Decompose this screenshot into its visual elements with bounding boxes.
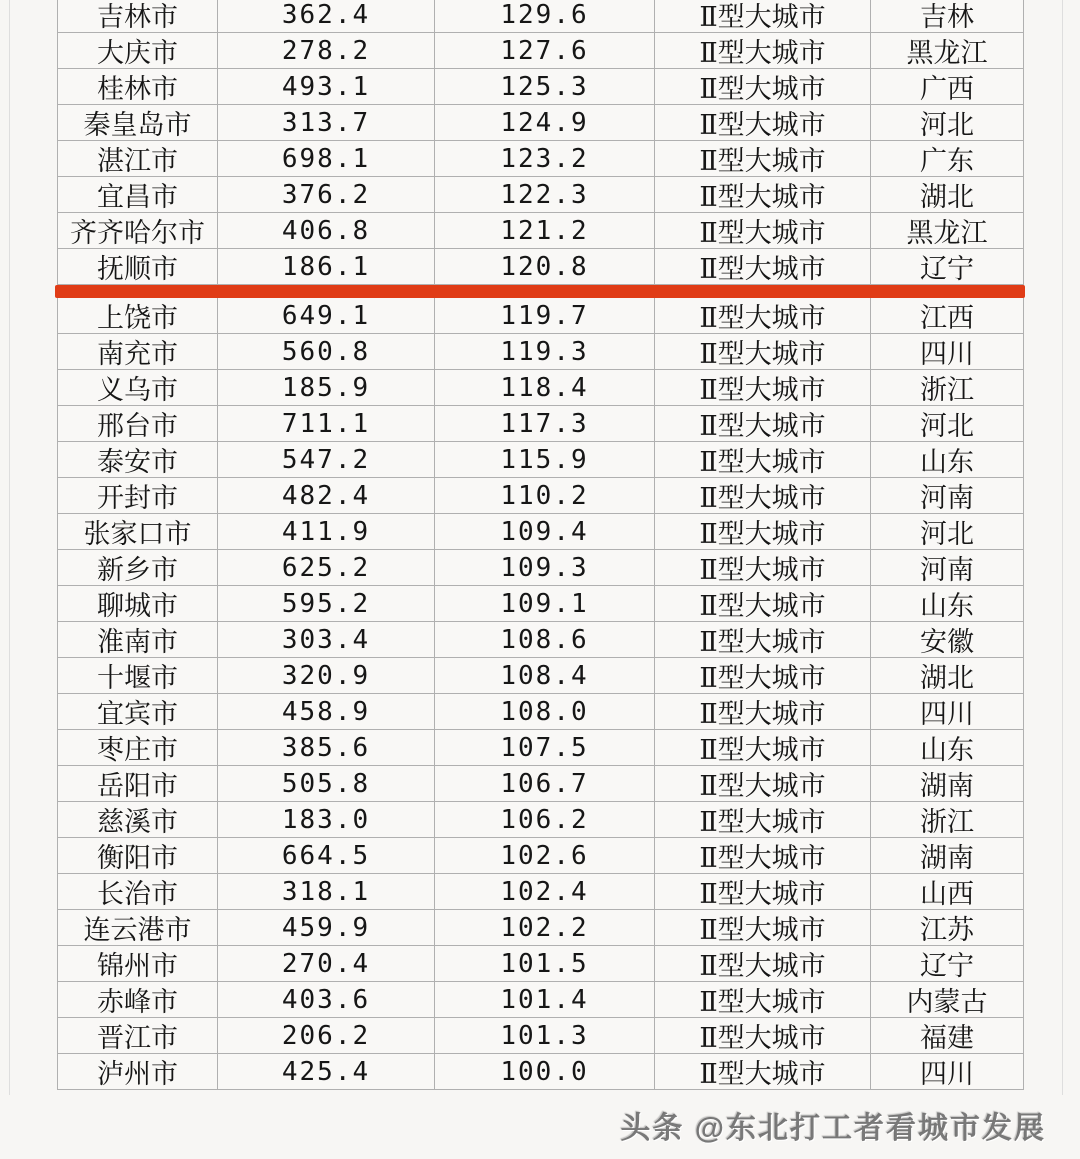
province-cell: 山东 [870,730,1023,765]
table-row [58,298,1023,334]
type-cell: Ⅱ型大城市 [654,802,870,837]
v2-cell: 109.3 [434,550,654,585]
province-cell: 辽宁 [870,946,1023,981]
city-cell: 南充市 [97,339,178,369]
table-row [58,442,1023,478]
city-cell: 长治市 [97,879,178,909]
type-cell: Ⅱ型大城市 [654,213,870,248]
v1-cell: 186.1 [217,249,434,284]
v1-cell: 303.4 [217,622,434,657]
v1-cell: 320.9 [217,658,434,693]
v1-cell: 698.1 [217,141,434,176]
right-margin-gridline [1062,0,1063,1095]
province-cell: 辽宁 [870,249,1023,284]
v2-cell: 121.2 [434,213,654,248]
table-row [58,550,1023,586]
v2-cell: 106.7 [434,766,654,801]
type-cell: Ⅱ型大城市 [654,874,870,909]
v1-cell: 458.9 [217,694,434,729]
v2-cell: 101.3 [434,1018,654,1053]
type-cell: Ⅱ型大城市 [654,622,870,657]
province-cell: 湖南 [870,838,1023,873]
v2-cell: 119.7 [434,298,654,333]
province-cell: 吉林 [870,0,1023,32]
v1-cell: 411.9 [217,514,434,549]
city-cell: 十堰市 [97,663,178,693]
v2-cell: 108.6 [434,622,654,657]
table-row [58,658,1023,694]
city-cell: 宜昌市 [97,182,178,212]
city-cell: 衡阳市 [97,843,178,873]
v1-cell: 482.4 [217,478,434,513]
table-row [58,334,1023,370]
province-cell: 山西 [870,874,1023,909]
type-cell: Ⅱ型大城市 [654,370,870,405]
province-cell: 湖南 [870,766,1023,801]
type-cell: Ⅱ型大城市 [654,838,870,873]
watermark [620,1103,1046,1147]
type-cell: Ⅱ型大城市 [654,658,870,693]
type-cell: Ⅱ型大城市 [654,1018,870,1053]
table-row [58,838,1023,874]
type-cell: Ⅱ型大城市 [654,406,870,441]
city-cell: 大庆市 [97,38,178,68]
v2-cell: 115.9 [434,442,654,477]
city-table [57,0,1024,1090]
province-cell: 河南 [870,550,1023,585]
table-row [58,1018,1023,1054]
province-cell: 广西 [870,69,1023,104]
table-row [58,514,1023,550]
province-cell: 内蒙古 [870,982,1023,1017]
v1-cell: 403.6 [217,982,434,1017]
province-cell: 江西 [870,298,1023,333]
v2-cell: 109.4 [434,514,654,549]
city-cell: 齐齐哈尔市 [70,218,205,248]
city-cell: 晋江市 [97,1023,178,1053]
v1-cell: 185.9 [217,370,434,405]
city-cell: 枣庄市 [97,735,178,765]
v2-cell: 119.3 [434,334,654,369]
type-cell: Ⅱ型大城市 [654,0,870,32]
v2-cell: 108.4 [434,658,654,693]
v2-cell: 101.4 [434,982,654,1017]
v1-cell: 560.8 [217,334,434,369]
province-cell: 广东 [870,141,1023,176]
type-cell: Ⅱ型大城市 [654,334,870,369]
v1-cell: 206.2 [217,1018,434,1053]
v2-cell: 117.3 [434,406,654,441]
type-cell: Ⅱ型大城市 [654,249,870,284]
v1-cell: 270.4 [217,946,434,981]
v2-cell: 118.4 [434,370,654,405]
table-row [58,33,1023,69]
type-cell: Ⅱ型大城市 [654,550,870,585]
v1-cell: 362.4 [217,0,434,32]
type-cell: Ⅱ型大城市 [654,910,870,945]
v2-cell: 120.8 [434,249,654,284]
v1-cell: 625.2 [217,550,434,585]
table-row [58,478,1023,514]
city-cell: 慈溪市 [97,807,178,837]
v2-cell: 124.9 [434,105,654,140]
left-margin-gridline [9,0,10,1095]
city-cell: 泰安市 [97,447,178,477]
type-cell: Ⅱ型大城市 [654,141,870,176]
v2-cell: 123.2 [434,141,654,176]
v2-cell: 122.3 [434,177,654,212]
v1-cell: 664.5 [217,838,434,873]
city-cell: 桂林市 [97,74,178,104]
v2-cell: 129.6 [434,0,654,32]
type-cell: Ⅱ型大城市 [654,298,870,333]
table-row [58,213,1023,249]
watermark-text: 头条 @东北打工者看城市发展 [620,1112,1046,1145]
table-row [58,802,1023,838]
table-row [58,586,1023,622]
v2-cell: 108.0 [434,694,654,729]
type-cell: Ⅱ型大城市 [654,730,870,765]
table-row [58,982,1023,1018]
province-cell: 河南 [870,478,1023,513]
city-cell: 义乌市 [97,375,178,405]
city-cell: 张家口市 [83,519,192,549]
table-row [58,141,1023,177]
city-cell: 赤峰市 [97,987,178,1017]
table-row [58,874,1023,910]
v1-cell: 505.8 [217,766,434,801]
table-row [58,766,1023,802]
v2-cell: 100.0 [434,1054,654,1089]
table-row [58,694,1023,730]
city-cell: 抚顺市 [97,254,178,284]
city-cell: 湛江市 [97,146,178,176]
v1-cell: 376.2 [217,177,434,212]
v2-cell: 107.5 [434,730,654,765]
city-cell: 连云港市 [83,915,192,945]
v1-cell: 318.1 [217,874,434,909]
province-cell: 河北 [870,406,1023,441]
province-cell: 山东 [870,586,1023,621]
v1-cell: 547.2 [217,442,434,477]
province-cell: 四川 [870,694,1023,729]
v2-cell: 101.5 [434,946,654,981]
v2-cell: 110.2 [434,478,654,513]
table-row [58,105,1023,141]
province-cell: 四川 [870,1054,1023,1089]
v2-cell: 106.2 [434,802,654,837]
table-row [58,910,1023,946]
province-cell: 黑龙江 [870,213,1023,248]
type-cell: Ⅱ型大城市 [654,982,870,1017]
province-cell: 四川 [870,334,1023,369]
v1-cell: 313.7 [217,105,434,140]
province-cell: 河北 [870,105,1023,140]
city-cell: 上饶市 [97,303,178,333]
province-cell: 江苏 [870,910,1023,945]
v1-cell: 406.8 [217,213,434,248]
province-cell: 湖北 [870,658,1023,693]
v1-cell: 385.6 [217,730,434,765]
type-cell: Ⅱ型大城市 [654,105,870,140]
v1-cell: 595.2 [217,586,434,621]
v1-cell: 711.1 [217,406,434,441]
province-cell: 黑龙江 [870,33,1023,68]
city-cell: 泸州市 [97,1059,178,1089]
province-cell: 安徽 [870,622,1023,657]
province-cell: 浙江 [870,370,1023,405]
v1-cell: 493.1 [217,69,434,104]
city-cell: 锦州市 [97,951,178,981]
city-cell: 新乡市 [97,555,178,585]
city-cell: 岳阳市 [97,771,178,801]
v2-cell: 127.6 [434,33,654,68]
type-cell: Ⅱ型大城市 [654,766,870,801]
city-cell: 秦皇岛市 [83,110,192,140]
table-row [58,370,1023,406]
table-row [58,406,1023,442]
type-cell: Ⅱ型大城市 [654,946,870,981]
v1-cell: 459.9 [217,910,434,945]
type-cell: Ⅱ型大城市 [654,69,870,104]
v2-cell: 102.2 [434,910,654,945]
v1-cell: 278.2 [217,33,434,68]
city-cell: 淮南市 [97,627,178,657]
v2-cell: 109.1 [434,586,654,621]
v2-cell: 125.3 [434,69,654,104]
type-cell: Ⅱ型大城市 [654,586,870,621]
type-cell: Ⅱ型大城市 [654,478,870,513]
table-row [58,622,1023,658]
table-row [58,249,1023,285]
type-cell: Ⅱ型大城市 [654,442,870,477]
type-cell: Ⅱ型大城市 [654,514,870,549]
city-cell: 吉林市 [97,2,178,32]
city-cell: 宜宾市 [97,699,178,729]
province-cell: 河北 [870,514,1023,549]
table-row [58,730,1023,766]
v2-cell: 102.6 [434,838,654,873]
table-row [58,177,1023,213]
v1-cell: 183.0 [217,802,434,837]
type-cell: Ⅱ型大城市 [654,1054,870,1089]
table-row [58,69,1023,105]
type-cell: Ⅱ型大城市 [654,694,870,729]
province-cell: 湖北 [870,177,1023,212]
city-cell: 开封市 [97,483,178,513]
province-cell: 福建 [870,1018,1023,1053]
type-cell: Ⅱ型大城市 [654,33,870,68]
highlight-divider-line [55,285,1025,298]
province-cell: 山东 [870,442,1023,477]
v1-cell: 425.4 [217,1054,434,1089]
province-cell: 浙江 [870,802,1023,837]
v1-cell: 649.1 [217,298,434,333]
city-cell: 聊城市 [97,591,178,621]
table-row [58,946,1023,982]
table-row [58,0,1023,33]
v2-cell: 102.4 [434,874,654,909]
type-cell: Ⅱ型大城市 [654,177,870,212]
table-row [58,1054,1023,1090]
city-cell: 邢台市 [97,411,178,441]
